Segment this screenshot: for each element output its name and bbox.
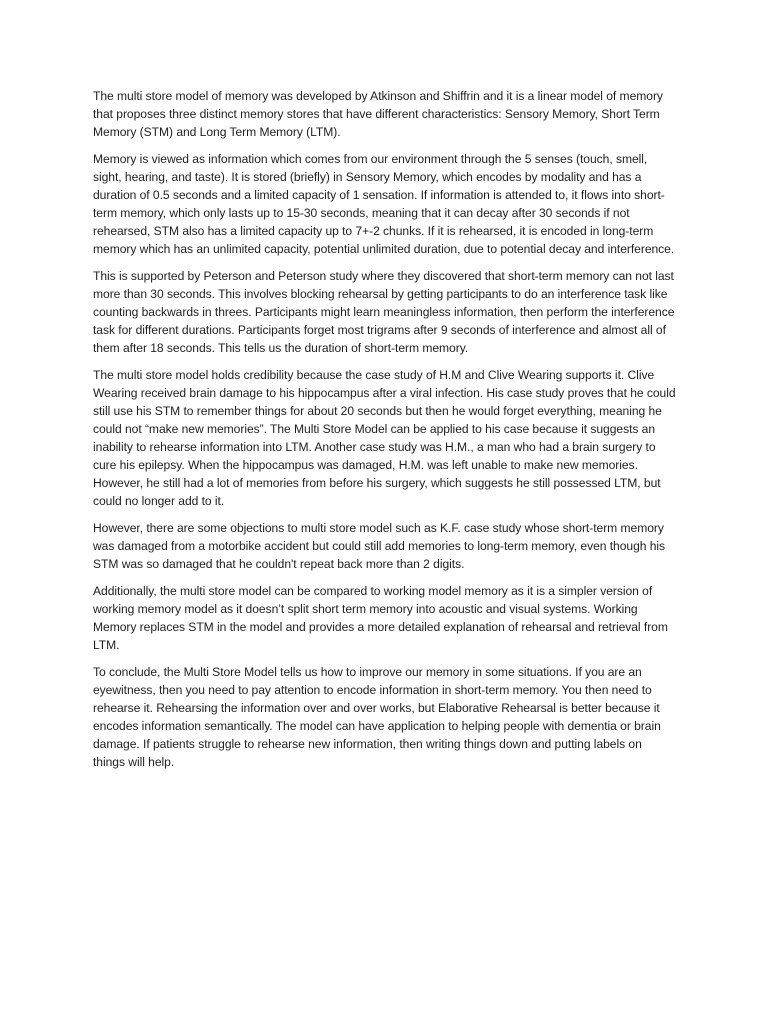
paragraph-memory-stages: Memory is viewed as information which comes from our environment through the 5 senses (touch, smell, sight, hearing, and taste). It is stored (briefly) in Sensory Memory, which encodes by modality and has a duration of 0.5 seconds and a limited capacity of 1 sensation. If information is attended to, it flows into short-term memory, which only lasts up to 15-30 seconds, meaning that it can decay after 30 seconds if not rehearsed, STM also has a limited capacity up to 7+-2 chunks. If it is rehearsed, it is encoded in long-term memory which has an unlimited capacity, potential unlimited duration, due to potential decay and interference.	[93, 152, 675, 256]
paragraph-conclusion: To conclude, the Multi Store Model tells us how to improve our memory in some situations. If you are an eyewitness, then you need to pay attention to encode information in short-term memory. You then need to rehearse it. Rehearsing the information over and over works, but Elaborative Rehearsal is better because it encodes information semantically. The model can have application to helping people with dementia or brain damage. If patients struggle to rehearse new information, then writing things down and putting labels on things will help.	[93, 665, 661, 769]
paragraph-comparison: Additionally, the multi store model can be compared to working model memory as it is a simpler version of working memory model as it doesn’t split short term memory into acoustic and visual systems. Working Memory replaces STM in the model and provides a more detailed explanation of rehearsal and retrieval from LTM.	[93, 584, 668, 652]
document-body	[93, 87, 676, 780]
paragraph-objections: However, there are some objections to multi store model such as K.F. case study whose short-term memory was damaged from a motorbike accident but could still add memories to long-term memory, even though his STM was so damaged that he couldn't repeat back more than 2 digits.	[93, 521, 666, 571]
paragraph-intro: The multi store model of memory was developed by Atkinson and Shiffrin and it is a linear model of memory that proposes three distinct memory stores that have different characteristics: Sensory Memory, Short Term Memory (STM) and Long Term Memory (LTM).	[93, 89, 663, 139]
paragraph-case-studies: The multi store model holds credibility because the case study of H.M and Clive Wearing supports it. Clive Wearing received brain damage to his hippocampus after a viral infection. His case study proves that he could still use his STM to remember things for about 20 seconds but then he would forget everything, meaning he could not “make new memories”. The Multi Store Model can be applied to his case because it suggests an inability to rehearse information into LTM. Another case study was H.M., a man who had a brain surgery to cure his epilepsy. When the hippocampus was damaged, H.M. was left unable to make new memories. However, he still had a lot of memories from before his surgery, which suggests he still possessed LTM, but could no longer add to it.	[93, 368, 676, 508]
paragraph-peterson-study: This is supported by Peterson and Peterson study where they discovered that short-term memory can not last more than 30 seconds. This involves blocking rehearsal by getting participants to do an interference task like counting backwards in threes. Participants might learn meaningless information, then perform the interference task for different durations. Participants forget most trigrams after 9 seconds of interference and almost all of them after 18 seconds. This tells us the duration of short-term memory.	[93, 269, 675, 355]
